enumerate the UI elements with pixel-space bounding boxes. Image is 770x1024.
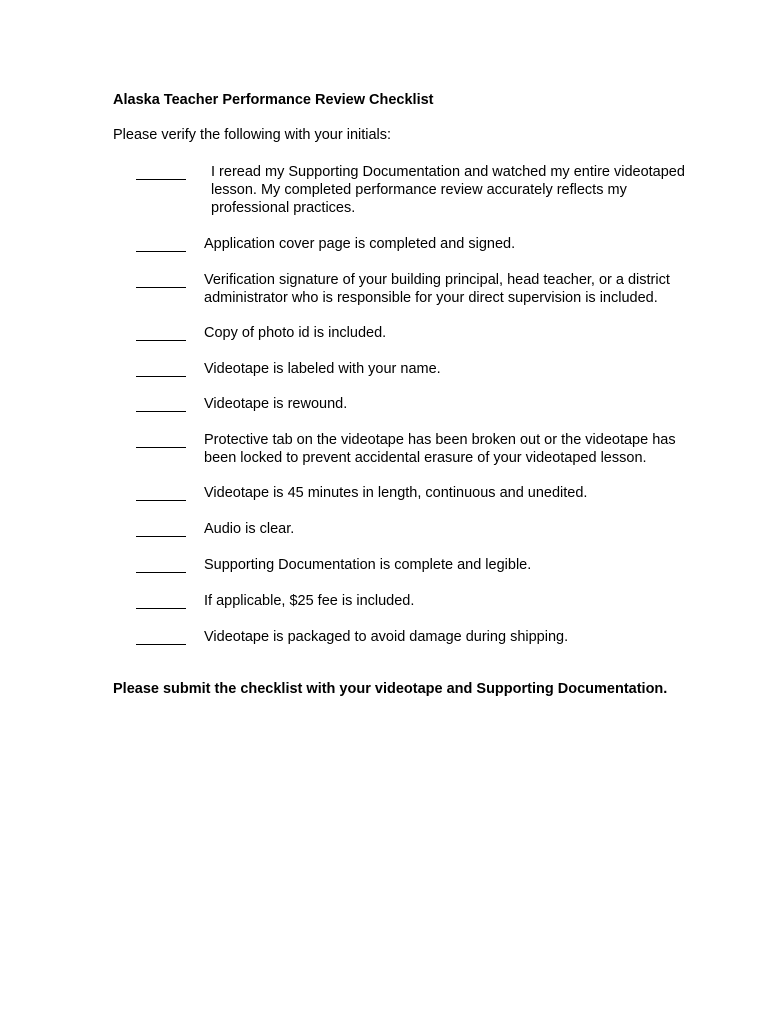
checklist-item-text: Verification signature of your building principal, head teacher, or a district administrator who is responsible for your direct supervision is included.: [204, 272, 670, 306]
checklist-item-text: Protective tab on the videotape has been broken out or the videotape has been locked to prevent accidental erasure of your videotaped lesson.: [204, 432, 676, 466]
intro-text: Please verify the following with your initials:: [113, 127, 392, 143]
document-title: Alaska Teacher Performance Review Checklist: [113, 92, 434, 108]
checklist-item-text: If applicable, $25 fee is included.: [204, 593, 415, 609]
initials-blank: [136, 376, 186, 377]
initials-blank: [136, 608, 186, 609]
checklist-item-text: Supporting Documentation is complete and legible.: [204, 557, 532, 573]
initials-blank: [136, 179, 186, 180]
checklist-item-text: Videotape is packaged to avoid damage during shipping.: [204, 629, 569, 645]
initials-blank: [136, 251, 186, 252]
initials-blank: [136, 644, 186, 645]
initials-blank: [136, 572, 186, 573]
checklist-item-text: Videotape is 45 minutes in length, continuous and unedited.: [204, 485, 588, 501]
initials-blank: [136, 287, 186, 288]
checklist-item-text: Audio is clear.: [204, 521, 295, 537]
initials-blank: [136, 411, 186, 412]
checklist-item-text: I reread my Supporting Documentation and watched my entire videotaped lesson. My completed performance review accurately reflects my professional practices.: [211, 164, 685, 216]
initials-blank: [136, 340, 186, 341]
checklist-item-text: Application cover page is completed and signed.: [204, 236, 516, 252]
checklist-item-text: Videotape is rewound.: [204, 396, 348, 412]
initials-blank: [136, 536, 186, 537]
checklist-item-text: Videotape is labeled with your name.: [204, 361, 441, 377]
submission-instruction: Please submit the checklist with your videotape and Supporting Documentation.: [113, 681, 668, 697]
checklist-item-text: Copy of photo id is included.: [204, 325, 387, 341]
initials-blank: [136, 447, 186, 448]
initials-blank: [136, 500, 186, 501]
